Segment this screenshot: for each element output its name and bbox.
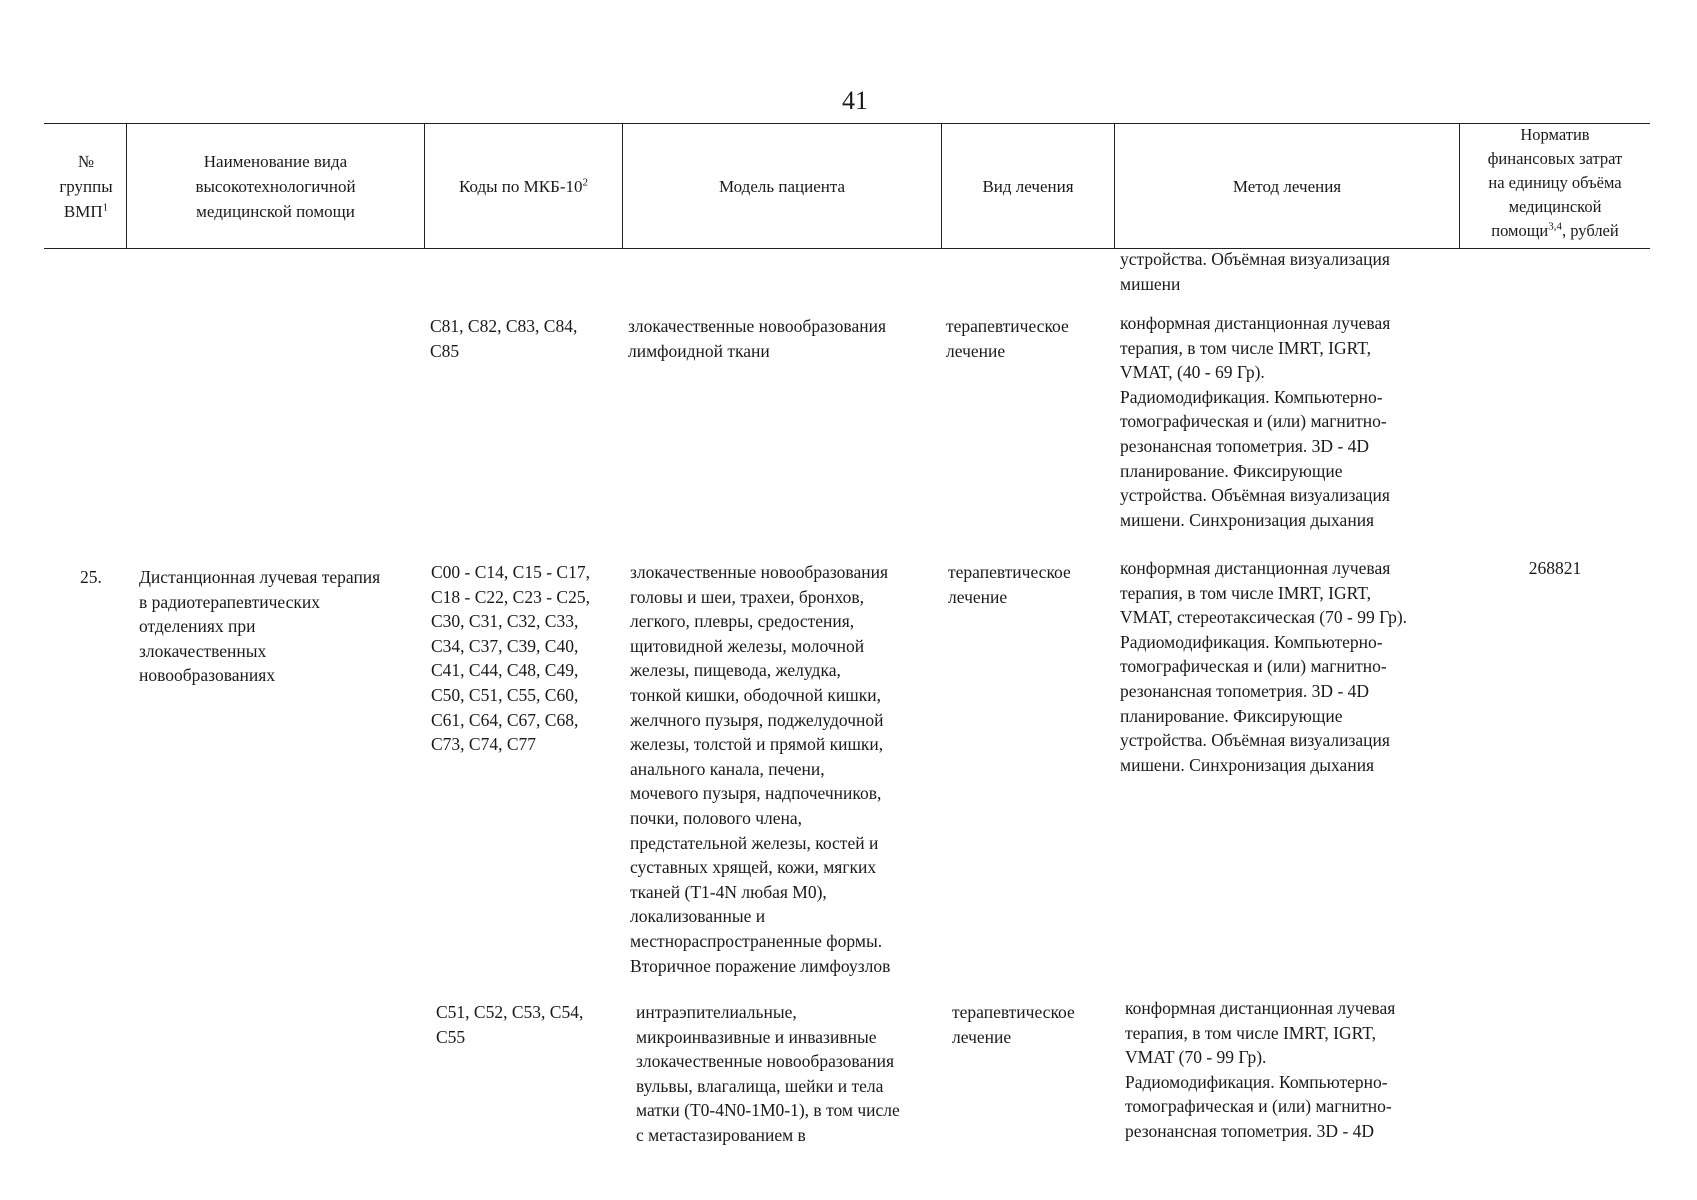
row-2-model: злокачественные новообразования головы и шеи, трахеи, бронхов, легкого, плевры, средостения, щитовидной железы, молочной железы, пищевода, желудка, тонкой кишки, ободочной кишки, желчного пузыря, поджелудочной железы, толстой и прямой кишки, анального канала, печени, мочевого пузыря, надпочечников, почки, полового члена, предстательной железы, костей и суставных хрящей, кожи, мягких тканей (T1-4N любая M0), локализованные и местнораспространенные формы. Вторичное поражение лимфоузлов xyxy=(630,562,891,976)
row-2-method: конформная дистанционная лучевая терапия, в том числе IMRT, IGRT, VMAT, стереотаксическая (70 - 99 Гр). Радиомодификация. Компьютерно- томографическая и (или) магнитно- резонансная топометрия. 3D - 4D планирование. Фиксирующие устройства. Объёмная визуализация мишени. Синхронизация дыхания xyxy=(1120,558,1408,775)
header-group-number: № группы ВМП$^1$ xyxy=(59,151,113,221)
header-icd-codes: Коды по МКБ-$10^2$ xyxy=(458,175,589,196)
header-cost-standard: Норматив финансовых затрат на единицу объёма медицинской помощи$^{3,4}$, рублей xyxy=(1487,125,1623,240)
header-vmp-name: Наименование вида высокотехнологичной медицинской помощи xyxy=(195,151,356,221)
row-2-codes: C00 - C14, C15 - C17, C18 - C22, C23 - C25, C30, C31, C32, C33, C34, C37, C39, C40, C41, C44, C48, C49, C50, C51, C55, C60, C61, C64, C67, C68, C73, C74, C77 xyxy=(431,562,590,755)
row-1-treatment: терапевтическое лечение xyxy=(946,316,1069,361)
row-1-codes: C81, C82, C83, C84, C85 xyxy=(430,316,578,361)
page-number: 41 xyxy=(842,86,868,115)
row-3-codes: C51, C52, C53, C54, C55 xyxy=(436,1002,584,1047)
header-treatment-method: Метод лечения xyxy=(1232,176,1342,196)
row-2-cost: 268821 xyxy=(1528,558,1582,578)
row-0-method: устройства. Объёмная визуализация мишени xyxy=(1120,249,1390,294)
row-1-model: злокачественные новообразования лимфоидной ткани xyxy=(628,316,886,361)
header-patient-model: Модель пациента xyxy=(718,176,846,196)
row-2-group-number: 25. xyxy=(80,567,102,587)
row-1-method: конформная дистанционная лучевая терапия, в том числе IMRT, IGRT, VMAT, (40 - 69 Гр). Радиомодификация. Компьютерно- томографическая и (или) магнитно- резонансная топометрия. 3D - 4D планирование. Фиксирующие устройства. Объёмная визуализация мишени. Синхронизация дыхания xyxy=(1120,313,1391,530)
row-3-treatment: терапевтическое лечение xyxy=(952,1002,1075,1047)
row-2-treatment: терапевтическое лечение xyxy=(948,562,1071,607)
row-3-model: интраэпителиальные, микроинвазивные и инвазивные злокачественные новообразования вульвы, влагалища, шейки и тела матки (T0-4N0-1M0-1), в том числе с метастазированием в xyxy=(636,1002,900,1145)
row-2-vmp-name: Дистанционная лучевая терапия в радиотерапевтических отделениях при злокачественных новообразованиях xyxy=(139,567,381,686)
row-3-method: конформная дистанционная лучевая терапия, в том числе IMRT, IGRT, VMAT (70 - 99 Гр). Радиомодификация. Компьютерно- томографическая и (или) магнитно- резонансная топометрия. 3D - 4D xyxy=(1125,998,1396,1141)
header-treatment-type: Вид лечения xyxy=(982,176,1074,196)
